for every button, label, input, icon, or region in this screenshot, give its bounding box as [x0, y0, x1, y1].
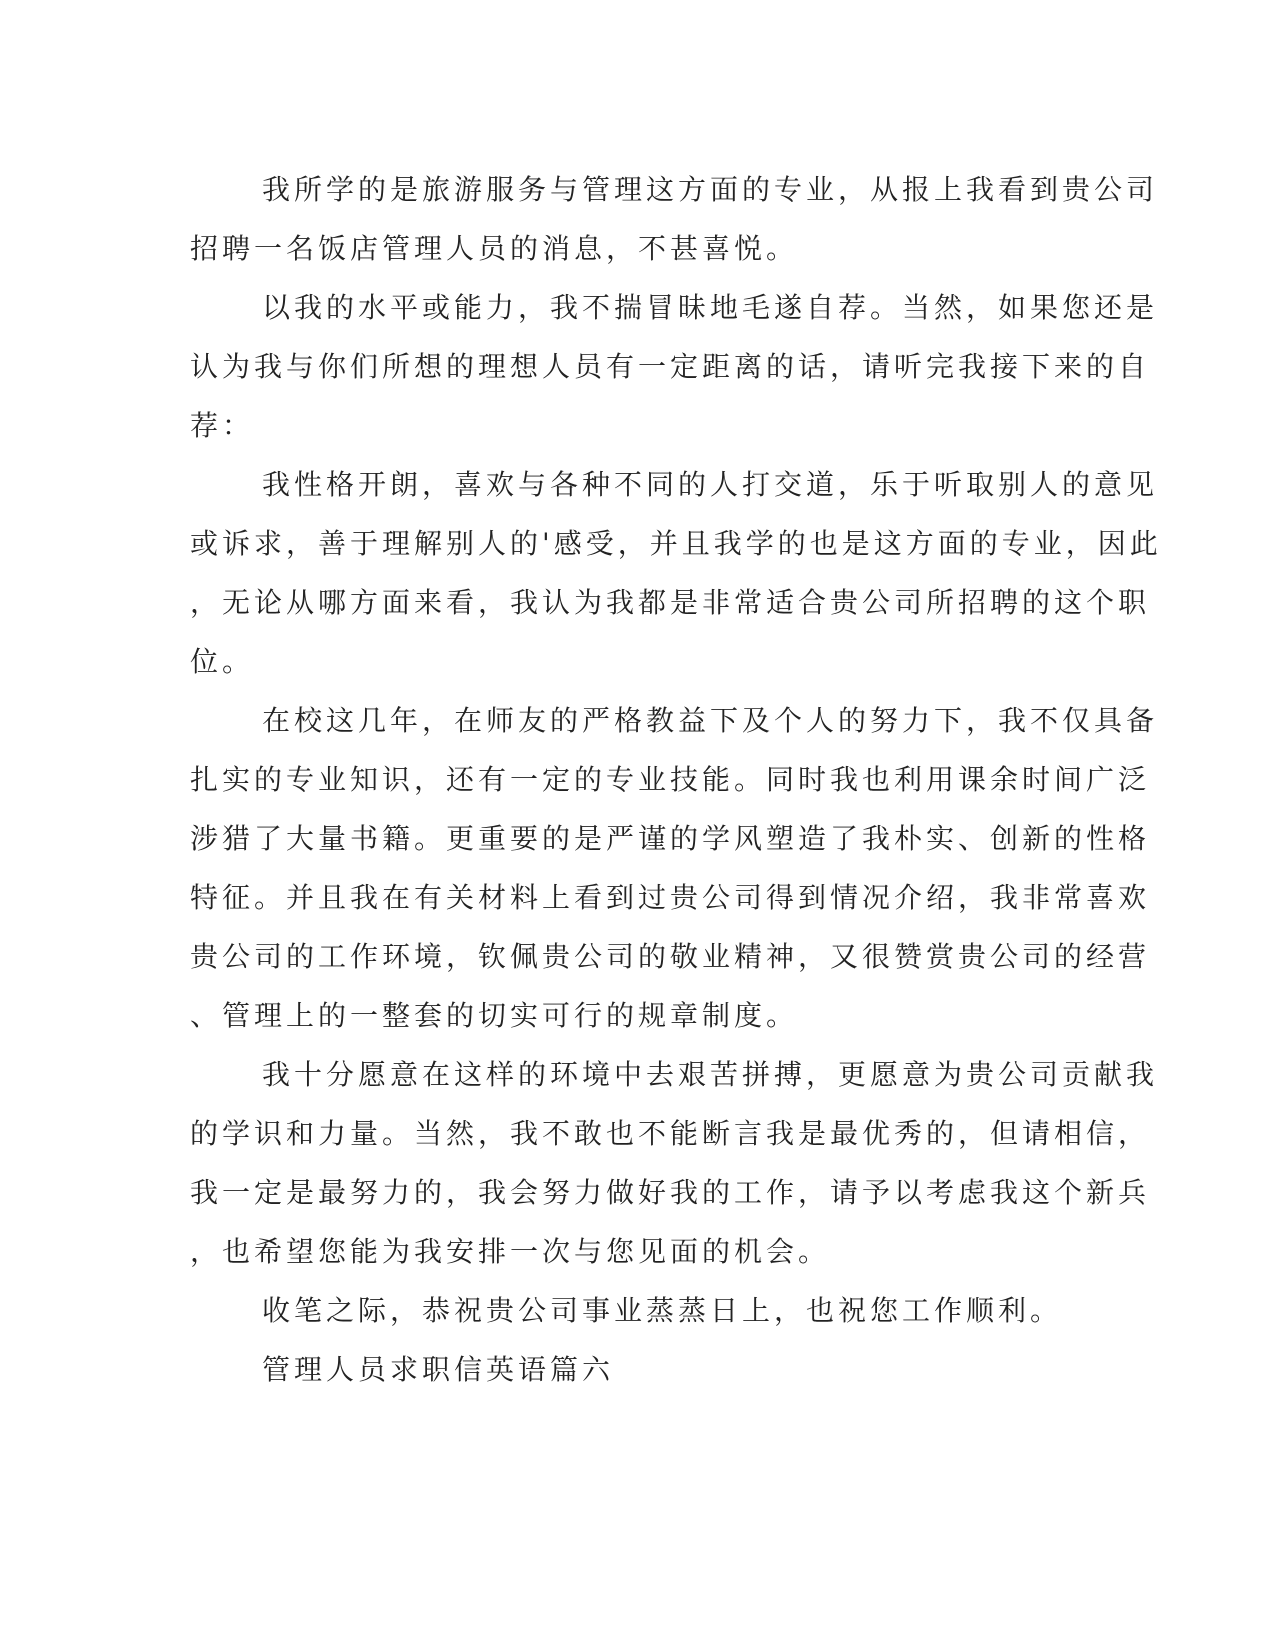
paragraph-line: 、管理上的一整套的切实可行的规章制度。: [190, 999, 799, 1032]
paragraph-line: 我所学的是旅游服务与管理这方面的专业，从报上我看到贵公司: [262, 173, 1159, 206]
paragraph-line: 或诉求，善于理解别人的'感受，并且我学的也是这方面的专业，因此: [190, 527, 1162, 560]
paragraph-line: 我一定是最努力的，我会努力做好我的工作，请予以考虑我这个新兵: [190, 1176, 1151, 1209]
paragraph-1: [190, 160, 1159, 278]
paragraph-line: 招聘一名饭店管理人员的消息，不甚喜悦。: [190, 232, 799, 265]
paragraph-line: 我性格开朗，喜欢与各种不同的人打交道，乐于听取别人的意见: [262, 468, 1159, 501]
paragraph-line: 扎实的专业知识，还有一定的专业技能。同时我也利用课余时间广泛: [190, 763, 1151, 796]
letter-body: [190, 160, 1162, 1399]
paragraph-3: [190, 455, 1162, 691]
paragraph-4: [190, 691, 1159, 1045]
paragraph-line: 以我的水平或能力，我不揣冒昧地毛遂自荐。当然，如果您还是: [262, 291, 1159, 324]
paragraph-6: [190, 1281, 1075, 1340]
paragraph-line: 收笔之际，恭祝贵公司事业蒸蒸日上，也祝您工作顺利。: [262, 1294, 1063, 1327]
paragraph-line: 认为我与你们所想的理想人员有一定距离的话，请听完我接下来的自: [190, 350, 1151, 383]
paragraph-line: 荐：: [190, 409, 255, 442]
section-heading: [190, 1340, 1075, 1399]
paragraph-2: [190, 278, 1159, 455]
paragraph-line: 我十分愿意在这样的环境中去艰苦拼搏，更愿意为贵公司贡献我: [262, 1058, 1159, 1091]
paragraph-line: 涉猎了大量书籍。更重要的是严谨的学风塑造了我朴实、创新的性格: [190, 822, 1151, 855]
paragraph-line: 的学识和力量。当然，我不敢也不能断言我是最优秀的，但请相信，: [190, 1117, 1151, 1150]
paragraph-line: 特征。并且我在有关材料上看到过贵公司得到情况介绍，我非常喜欢: [190, 881, 1151, 914]
paragraph-line: ，无论从哪方面来看，我认为我都是非常适合贵公司所招聘的这个职: [190, 586, 1151, 619]
paragraph-line: ，也希望您能为我安排一次与您见面的机会。: [190, 1235, 831, 1268]
section-heading-text: 管理人员求职信英语篇六: [262, 1353, 615, 1386]
paragraph-line: 位。: [190, 645, 255, 678]
paragraph-line: 贵公司的工作环境，钦佩贵公司的敬业精神，又很赞赏贵公司的经营: [190, 940, 1151, 973]
paragraph-line: 在校这几年，在师友的严格教益下及个人的努力下，我不仅具备: [262, 704, 1159, 737]
paragraph-5: [190, 1045, 1159, 1281]
